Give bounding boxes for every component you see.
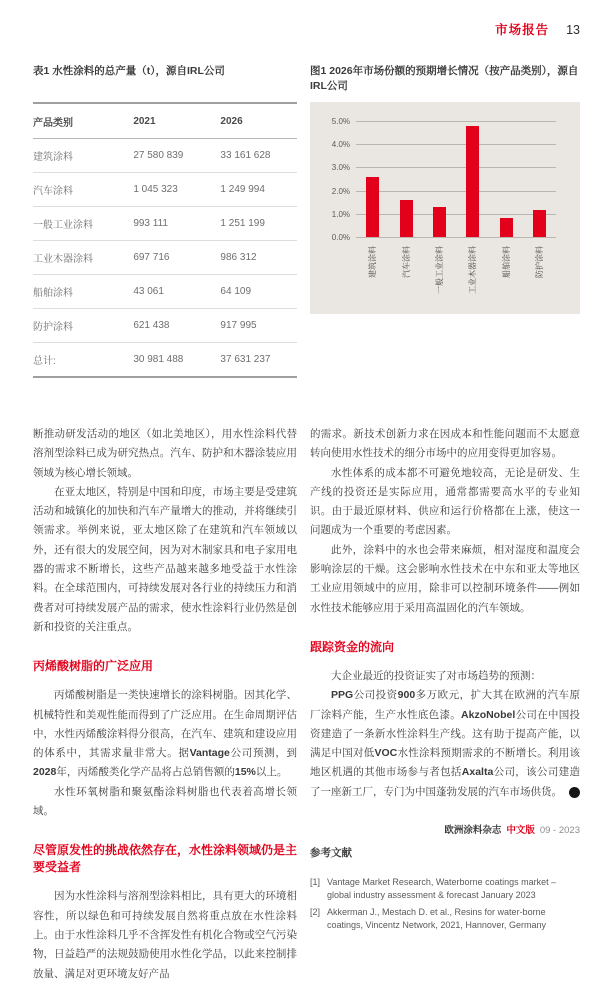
chart-bar [466,126,479,237]
production-table [33,102,297,378]
page-footer [444,822,580,836]
table-cell: 43 061 [133,275,220,309]
table-row [33,275,297,309]
issue-number: 09 - 2023 [539,825,580,836]
chart-bar [366,177,379,237]
table-title: 表1 水性涂料的总产量（t），源自IRL公司 [33,65,225,77]
table-cell: 总计: [33,356,56,367]
chart-bar [500,218,513,237]
table-column-header: 2021 [133,103,220,139]
article-right-column [310,425,588,984]
table-cell: 防护涂料 [33,309,133,343]
references-heading: 参考文献 [310,847,352,860]
section-heading: 尽管原发性的挑战依然存在，水性涂料领域仍是主要受益者 [33,843,298,875]
chart-gridline [356,144,556,145]
section-heading: 丙烯酸树脂的广泛应用 [33,659,154,674]
references [310,844,580,932]
table-cell: 27 580 839 [133,139,220,173]
body-paragraph: 大企业最近的投资证实了对市场趋势的预测： [331,669,541,682]
body-paragraph: 在亚太地区，特别是中国和印度，市场主要是受建筑活动和城镇化的加快和汽车产量增大的推动，并将继续引领需求。举例来说，亚太地区除了在建筑和汽车领域以外，还有很大的发展空间，因为对木制家具和电子家用电器的需求不断增长，这些产品越来越多地受益于水性涂料。在全球范围内，可持续发展对各行业的持续压力和消费者对可持续发展产品的需求，使水性涂料行业仍然是创新和投资的关注重点。 [33,485,297,633]
table-cell: 993 111 [133,207,220,241]
reference-text: Vantage Market Research, Waterborne coatings market – global industry assessment & forecast January 2023 [327,877,557,901]
chart-bar [533,210,546,237]
x-axis-category-label: 工业木器涂料 [468,246,478,294]
reference-number: [1] [310,877,321,888]
table-cell: 30 981 488 [133,354,184,365]
figures-row [33,64,580,378]
table-cell: 1 251 199 [220,207,297,241]
article-left-column [33,425,297,984]
body-paragraph: 断推动研发活动的地区（如北美地区），用水性涂料代替溶剂型涂料已成为研究热点。汽车、防护和木器涂装应用领域为核心增长领域。 [33,428,297,479]
bar-chart [310,102,580,314]
chart-gridline [356,191,556,192]
x-axis-category-label: 一般工业涂料 [434,246,444,294]
end-of-article-icon: ❮ [569,787,580,798]
table-cell: 工业木器涂料 [33,241,133,275]
y-axis-tick-label: 1.0% [331,209,350,219]
table-row [33,309,297,343]
table-cell: 697 716 [133,241,220,275]
y-axis-tick-label: 3.0% [331,163,350,173]
chart-gridline [356,121,556,122]
x-axis-category-label: 建筑涂料 [368,246,378,278]
chart-bar [433,207,446,237]
reference-text: Akkerman J., Mestach D. et al., Resins for water-borne coatings, Vincentz Network, 2021, Hannover, Germany [327,907,546,931]
table-column-header: 2026 [220,103,297,139]
body-paragraph: 因为水性涂料与溶剂型涂料相比，具有更大的环境相容性，所以绿色和可持续发展自然将重点放在水性涂料上。由于水性涂料几乎不含挥发性有机化合物或空气污染物，日益趋严的法规鼓励使用水性化学品，以此来控制排放量、满足对更环境友好产品 [33,890,297,980]
table-figure [33,64,297,378]
chart-gridline [356,214,556,215]
table-header-row [33,103,297,139]
x-axis-category-label: 船舶涂料 [501,246,511,278]
reference-number: [2] [310,907,321,918]
table-column-header: 产品类别 [33,103,133,139]
body-paragraph: 水性环氧树脂和聚氨酯涂料树脂也代表着高增长领域。 [33,785,297,818]
table-cell: 汽车涂料 [33,173,133,207]
article-body [33,425,588,984]
table-row [33,343,297,378]
body-paragraph: 丙烯酸树脂是一类快速增长的涂料树脂。因其化学、机械特性和美观性能而得到了广泛应用。在生命周期评估中，水性丙烯酸涂料得分很高，在汽车、建筑和建设应用的体系中，其需求量非常大。据Vantage公司预测，到2028年，丙烯酸类化学产品将占总销售额的15%以上。 [33,689,298,779]
x-axis-category-label: 汽车涂料 [401,246,411,278]
y-axis-tick-label: 4.0% [331,140,350,150]
production-table-body [33,139,297,378]
table-cell: 64 109 [220,275,297,309]
section-heading: 跟踪资金的流向 [310,639,395,654]
body-paragraph: 此外，涂料中的水也会带来麻烦，相对湿度和温度会影响涂层的干燥。这会影响水性技术在中东和亚太等地区工业应用领域中的应用，除非可以控制环境条件——例如水性技术能够应用于采用高温固化的汽车领域。 [310,543,580,614]
body-paragraph: PPG公司投资900多万欧元，扩大其在欧洲的汽车原厂涂料产能，生产水性底色漆。AkzoNobel公司在中国投资建造了一条新水性涂料生产线。这有助于提高产能，以满足中国对低VOC水性涂料预期需求的不断增长。利用该地区机遇的其他市场参与者包括Axalta公司，该公司建造了一座新工厂，专门为中国蓬勃发展的汽车市场供货。 ❮ [310,689,588,798]
edition-label: 中文版 [506,825,535,836]
y-axis-tick-label: 0.0% [331,233,350,242]
y-axis-tick-label: 2.0% [331,186,350,196]
references-list [310,876,580,932]
x-axis-category-label: 防护涂料 [534,246,544,278]
table-row [33,173,297,207]
chart-gridline [356,167,556,168]
y-axis-tick-label: 5.0% [331,117,350,126]
body-paragraph: 水性体系的成本都不可避免地较高，无论是研发、生产线的投资还是实际应用，通常都需要高水平的专业知识。由于最近原材料、供应和运行价格都在上涨，使这一问题成为一个重要的考虑因素。 [310,466,580,537]
table-cell: 33 161 628 [220,139,297,173]
table-cell: 986 312 [220,241,297,275]
table-head [33,103,297,139]
table-cell: 1 045 323 [133,173,220,207]
table-row [33,207,297,241]
chart-title: 图1 2026年市场份额的预期增长情况（按产品类别），源自IRL公司 [310,65,579,92]
page-number: 13 [566,23,580,37]
table-cell: 917 995 [220,309,297,343]
journal-name: 欧洲涂料杂志 [444,825,502,836]
chart-figure [310,64,580,378]
table-cell: 37 631 237 [220,354,271,365]
reference-entry [310,876,580,902]
body-paragraph: 的需求。新技术创新力求在因成本和性能问题而不太愿意转向使用水性技术的细分市场中的应用变得更加容易。 [310,428,580,460]
table-row [33,139,297,173]
page-header [33,20,580,36]
table-cell: 621 438 [133,309,220,343]
article-right-text [310,425,588,802]
chart-gridline [356,237,556,238]
chart-bar [400,200,413,237]
table-cell: 建筑涂料 [33,139,133,173]
table-row [33,241,297,275]
table-cell: 船舶涂料 [33,275,133,309]
table-cell: 1 249 994 [220,173,297,207]
section-label: 市场报告 [495,23,550,37]
reference-entry [310,906,580,932]
table-cell: 一般工业涂料 [33,207,133,241]
